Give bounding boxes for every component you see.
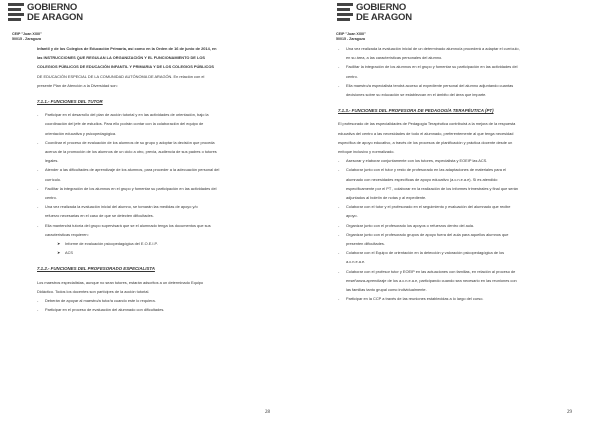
list-line: las familias tanto grupal como individualmente. [346,287,427,293]
list-item: - Colaborar con el profesor tutor y EOEIP en las actuaciones con familias, en relación al proceso de enseñanza-aprendizaje de los a.c.n.e.a.e, participando cuando sea necesario en las reuniones con las familias tanto grupal como individualmente. [338,267,576,295]
sub-list-text: ACS [65,250,73,256]
list-line: acerca de la promoción de los alumnos de un ciclo a otro, previa, audiencia de sus padres o tutores [45,149,217,155]
list-line: Una vez realizada la evaluación inicial del alumno, se tomarán las medidas de apoyo y/o [45,204,198,210]
school-header [336,32,366,42]
list-line: refuerzo necesarias en el caso de que se detecten dificultades. [45,213,154,219]
list-line: características requieren: [45,231,89,237]
section-title-tutor: 7.1.1.- FUNCIONES DEL TUTOR [37,99,103,105]
list-item: - Colaborar junto con el tutor y resto de profesorado en las adaptaciones de materiales para el alumnado con necesidades específicas de apoyo educativo (a.c.n.e.a.e). Si es atendido específicamente por el PT , colaborar en la realización de los informes trimestrales y final que serán adjuntados al boletín de notas y al expediente. [338,165,576,202]
list-item: - Ella mantendrá tutoría del grupo supervisará que se el alumnado tenga los documentos que sus características requieren: [37,221,274,239]
list-line: legales. [45,158,59,164]
school-address: 50015 - Zaragoza [336,36,365,41]
paragraph-line: El profesorado de las especialidades de Pedagogía Terapéutica contribuirá a la mejora de la respuesta [338,121,516,127]
right-page-body [338,44,576,303]
aragon-crest-icon [8,3,24,21]
list-line: Atender a las dificultades de aprendizaje de los alumnos, para proceder a la adecuación personal del [45,167,220,173]
list-line: Participar en el desarrollo del plan de acción tutorial y en las actividades de orientación, bajo la [45,112,209,118]
section-title-pt: 7.1.3.- FUNCIONES DEL PROFESORA DE PEDAGOGÍA TERAPÉUTICA (PT) [338,108,494,114]
intro-line: las INSTRUCCIONES QUE REGULAN LA ORGANIZACIÓN Y EL FUNCIONAMIENTO DE LOS [37,55,205,61]
intro-line: DE EDUCACIÓN ESPECIAL DE LA COMUNIDAD AUTÓNOMA DE ARAGÓN. En relación con el [37,73,205,79]
list-line: Organizar junto con el profesorado grupos de apoyo fuera del aula para aquellos alumnos que [346,231,509,237]
list-item: - Organizar junto con el profesorado grupos de apoyo fuera del aula para aquellos alumnos que presenten dificultades. [338,230,576,248]
list-line: coordinación del jefe de estudios. Para ello podrán contar con la colaboración del equipo de [45,121,204,127]
list-line: centro. [346,73,358,79]
logo-line-1: GOBIERNO [356,2,407,13]
school-name: CEIP "Juan XXIII" [336,32,366,36]
intro-line: COLEGIOS PÚBLICOS DE EDUCACIÓN INFANTIL Y PRIMARIA Y DE LOS COLEGIOS PÚBLICOS [37,64,214,70]
list-item: - Asesorar y elaborar conjuntamente con los tutores, especialista y EOEIP las ACS. [338,156,576,165]
list-line: currículo. [45,176,61,182]
list-line: Coordinar el proceso de evaluación de los alumnos de su grupo y adoptar la decisión que proceda [45,139,215,145]
list-line: alumnado con necesidades específicas de apoyo educativo (a.c.n.e.a.e). Si es atendido [346,176,498,182]
list-item: - Una vez realizada la evaluación inicial de un determinado alumno/a procederá a adaptar el currículo, en su área, a las características personales del alumno. [338,44,576,62]
gobierno-aragon-logo [337,3,412,22]
list-line: Ella maestro/a especialista tendrá acceso al expediente personal del alumno adjuntando cuantas [346,82,514,88]
list-item: - Deberán de apoyar al maestro/a tutor/a cuando este lo requiera. [37,296,274,305]
left-page-body [37,44,274,314]
paragraph-line: Didáctico. Todos los docentes son partícipes de la acción tutorial. [37,288,150,294]
list-line: enseñanza-aprendizaje de los a.c.n.e.a.e, participando cuando sea necesario en las reuniones con [346,277,517,283]
arrow-bullet-icon: ➤ [57,250,61,256]
logo-line-1: GOBIERNO [27,2,78,13]
aragon-crest-icon [337,3,353,21]
specialist-paragraph [37,278,274,296]
list-item: - Participar en la CCP a través de las reuniones establecidas a lo largo del curso. [338,294,576,303]
sub-list-item [37,248,274,257]
pt-intro-paragraph [338,119,576,156]
list-line: Colaborar con el Equipo de orientación en la detección y valoración psicopedagógica de los [346,250,505,256]
section-title-specialist: 7.1.2.- FUNCIONES DEL PROFESORADO ESPECIALISTA [37,266,155,272]
intro-paragraph [37,44,274,90]
list-line: Facilitar la integración de los alumnos en el grupo y fomentar su participación en las actividades del [45,185,217,191]
logo-line-2: DE ARAGON [27,11,83,23]
list-item: - Participar en el proceso de evaluación del alumnado con dificultades. [37,305,274,314]
paragraph-line: Los maestros especialistas, aunque no sean tutores, estarán adscritos a un determinado Equipo [37,279,204,285]
page-number: 29 [567,410,572,415]
intro-line: presente Plan de Atención a la Diversidad son: [37,82,118,88]
list-line: adjuntados al boletín de notas y al expediente. [346,195,427,201]
list-line: Participar en el proceso de evaluación del alumnado con dificultades. [45,307,165,313]
list-line: Ella mantendrá tutoría del grupo supervisará que se el alumnado tenga los documentos que sus [45,222,211,228]
list-item: - Organizar junto con el profesorado los apoyos o refuerzos dentro del aula. [338,221,576,230]
list-item: - Participar en el desarrollo del plan de acción tutorial y en las actividades de orientación, bajo la coordinación del jefe de estudios. Para ello podrán contar con la colaboración del equipo de orientación educativa y psicopedagógica. [37,110,274,138]
list-item: - Colaborar con el Equipo de orientación en la detección y valoración psicopedagógica de los a.c.n.e.a.e. [338,248,576,266]
paragraph-line: específica de apoyo educativo, a través de los procesos de planificación y práctica docente desde un [338,139,513,145]
list-item: - Atender a las dificultades de aprendizaje de los alumnos, para proceder a la adecuación personal del currículo. [37,165,274,183]
list-line: decisiones sobre su educación se establezcan en el ámbito del área que imparte. [346,92,487,98]
list-line: centro. [45,195,57,201]
list-line: a.c.n.e.a.e. [346,259,366,265]
school-header [12,32,42,42]
list-line: Una vez realizada la evaluación inicial de un determinado alumno/a procederá a adaptar el currículo, [346,46,520,51]
list-line: Organizar junto con el profesorado los apoyos o refuerzos dentro del aula. [346,222,475,228]
logo-line-2: DE ARAGON [356,11,412,23]
list-line: presenten dificultades. [346,241,385,247]
gobierno-aragon-logo [8,3,83,22]
list-line: Facilitar la integración de los alumnos en el grupo y fomentar su participación en las actividades del [346,64,518,70]
list-line: Colaborar junto con el tutor y resto de profesorado en las adaptaciones de materiales para el [346,167,507,173]
list-line: Asesorar y elaborar conjuntamente con los tutores, especialista y EOEIP las ACS. [346,158,488,164]
page-number: 28 [265,410,270,415]
arrow-bullet-icon: ➤ [57,241,61,247]
list-line: Colaborar con el tutor y el profesorado en el seguimiento y evaluación del alumnado que recibe [346,204,511,210]
school-name: CEIP "Juan XXIII" [12,32,42,36]
list-item: - Ella maestro/a especialista tendrá acceso al expediente personal del alumno adjuntando cuantas decisiones sobre su educación se establezcan en el ámbito del área que imparte. [338,81,576,99]
list-line: apoyo. [346,213,358,219]
list-line: Deberán de apoyar al maestro/a tutor/a cuando este lo requiera. [45,298,156,304]
paragraph-line: educativa del centro a las necesidades de todo el alumnado, preferentemente al que tenga necesidad [338,130,514,136]
list-line: Participar en la CCP a través de las reuniones establecidas a lo largo del curso. [346,296,484,302]
list-item: - Facilitar la integración de los alumnos en el grupo y fomentar su participación en las actividades del centro. [338,62,576,80]
paragraph-line: enfoque inclusivo y normalizado. [338,149,395,155]
list-line: específicamente por el PT , colaborar en la realización de los informes trimestrales y final que serán [346,185,519,191]
list-item: - Colaborar con el tutor y el profesorado en el seguimiento y evaluación del alumnado que recibe apoyo. [338,202,576,220]
sub-list-item [37,239,274,248]
right-page [300,0,600,424]
list-line: en su área, a las características personales del alumno. [346,55,443,61]
list-item: - Facilitar la integración de los alumnos en el grupo y fomentar su participación en las actividades del centro. [37,184,274,202]
sub-list-text: Informe de evaluación psicopedagógica del E.O.E.I.P. [65,241,158,247]
list-line: Colaborar con el profesor tutor y EOEIP en las actuaciones con familias, en relación al proceso de [346,268,516,274]
school-address: 50015 - Zaragoza [12,36,41,41]
list-item: - Coordinar el proceso de evaluación de los alumnos de su grupo y adoptar la decisión que proceda acerca de la promoción de los alumnos de un ciclo a otro, previa, audiencia de sus padres o tutores legales. [37,138,274,166]
list-line: orientación educativa y psicopedagógica. [45,130,117,136]
list-item: - Una vez realizada la evaluación inicial del alumno, se tomarán las medidas de apoyo y/o refuerzo necesarias en el caso de que se detecten dificultades. [37,202,274,220]
intro-line: Infantil y de los Colegios de Educación Primaria, así como en la Orden de 16 de junio de 2014, en [37,46,217,51]
